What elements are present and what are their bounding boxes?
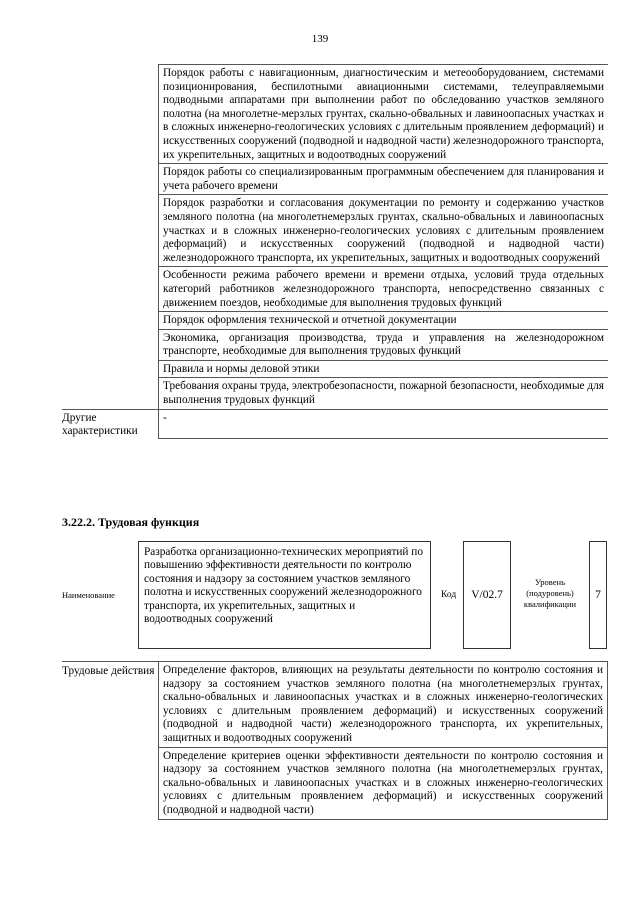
table-cell: Определение факторов, влияющих на результаты деятельности по контролю состояния и надзору за состоянием участков земляного полотна (на многолетнемерзлых грунтах, скально-обвальных и лавиноопасных участках и в сложных инженерно-геологических условиях с длительным проявлением деформаций) и искусственных сооружений (подводной и надводной части) железнодорожного транспорта, их укрепительных, защитных и водоотводных сооружений bbox=[159, 662, 608, 748]
table-row bbox=[62, 360, 608, 378]
labor-actions-table bbox=[62, 661, 608, 820]
table-cell: Правила и нормы деловой этики bbox=[159, 360, 609, 378]
table-row bbox=[62, 164, 608, 195]
table-row bbox=[62, 409, 608, 439]
table-cell: Определение критериев оценки эффективности деятельности по контролю состояния и надзору за состоянием участков земляного полотна (на многолетнемерзлых грунтах, скально-обвальных и лавиноопасных участках и в сложных инженерно-геологических условиях с длительным проявлением деформаций) и искусственных сооружений (подводной и надводной части) bbox=[159, 747, 608, 819]
table-cell: Порядок оформления технической и отчетной документации bbox=[159, 312, 609, 330]
other-characteristics-value: - bbox=[159, 409, 609, 439]
table-row bbox=[62, 747, 608, 819]
knowledge-table bbox=[62, 64, 608, 439]
table-row bbox=[62, 195, 608, 267]
section-title: 3.22.2. Трудовая функция bbox=[62, 515, 200, 529]
page-number: 139 bbox=[311, 33, 329, 45]
level-value: 7 bbox=[589, 541, 607, 649]
function-name-box: Разработка организационно-технических мероприятий по повышению эффективности деятельности по контролю состояния и надзору за состоянием участков земляного полотна и искусственных сооружений железнодорожного транспорта, их укрепительных, защитных и водоотводных сооружений bbox=[138, 541, 431, 649]
table-cell: Порядок работы с навигационным, диагностическим и метеооборудованием, системами позиционирования, беспилотными авиационными системами, телеуправляемыми подводными аппаратами при выполнении работ по обследованию участков земляного полотна (на многолетне-мерзлых грунтах, скально-обвальных и лавиноопасных участках и в сложных инженерно-геологических условиях с длительным проявлением деформаций) и искусственных сооружений (подводной и надводной части) железнодорожного транспорта, их укрепительных, защитных и водоотводных сооружений bbox=[159, 65, 609, 164]
other-characteristics-label: Другие характеристики bbox=[62, 409, 159, 439]
table-cell: Экономика, организация производства, труда и управления на железнодорожном транспорте, необходимые для выполнения трудовых функций bbox=[159, 329, 609, 360]
table-row bbox=[62, 65, 608, 164]
name-label: Наименование bbox=[62, 590, 115, 600]
code-label: Код bbox=[441, 590, 457, 600]
table-row bbox=[62, 267, 608, 312]
table-cell: Порядок разработки и согласования документации по ремонту и содержанию участков земляного полотна (на многолетнемерзлых грунтах, скально-обвальных и лавиноопасных участках и в сложных инженерно-геологических условиях с длительным проявлением деформаций) и искусственных сооружений (подводной и надводной части) железнодорожного транспорта, их укрепительных, защитных и водоотводных сооружений bbox=[159, 195, 609, 267]
table-row bbox=[62, 312, 608, 330]
table-cell: Особенности режима рабочего времени и времени отдыха, условий труда отдельных категорий работников железнодорожного транспорта, непосредственно связанных с движением поездов, необходимые для выполнения трудовых функций bbox=[159, 267, 609, 312]
table-row bbox=[62, 662, 608, 748]
table-row bbox=[62, 329, 608, 360]
table-cell: Требования охраны труда, электробезопасности, пожарной безопасности, необходимые для выполнения трудовых функций bbox=[159, 378, 609, 409]
labor-actions-label: Трудовые действия bbox=[62, 662, 159, 748]
code-value: V/02.7 bbox=[463, 541, 511, 649]
table-cell: Порядок работы со специализированным программным обеспечением для планирования и учета рабочего времени bbox=[159, 164, 609, 195]
level-label: Уровень (подуровень) квалификации bbox=[523, 577, 577, 609]
table-row bbox=[62, 378, 608, 409]
